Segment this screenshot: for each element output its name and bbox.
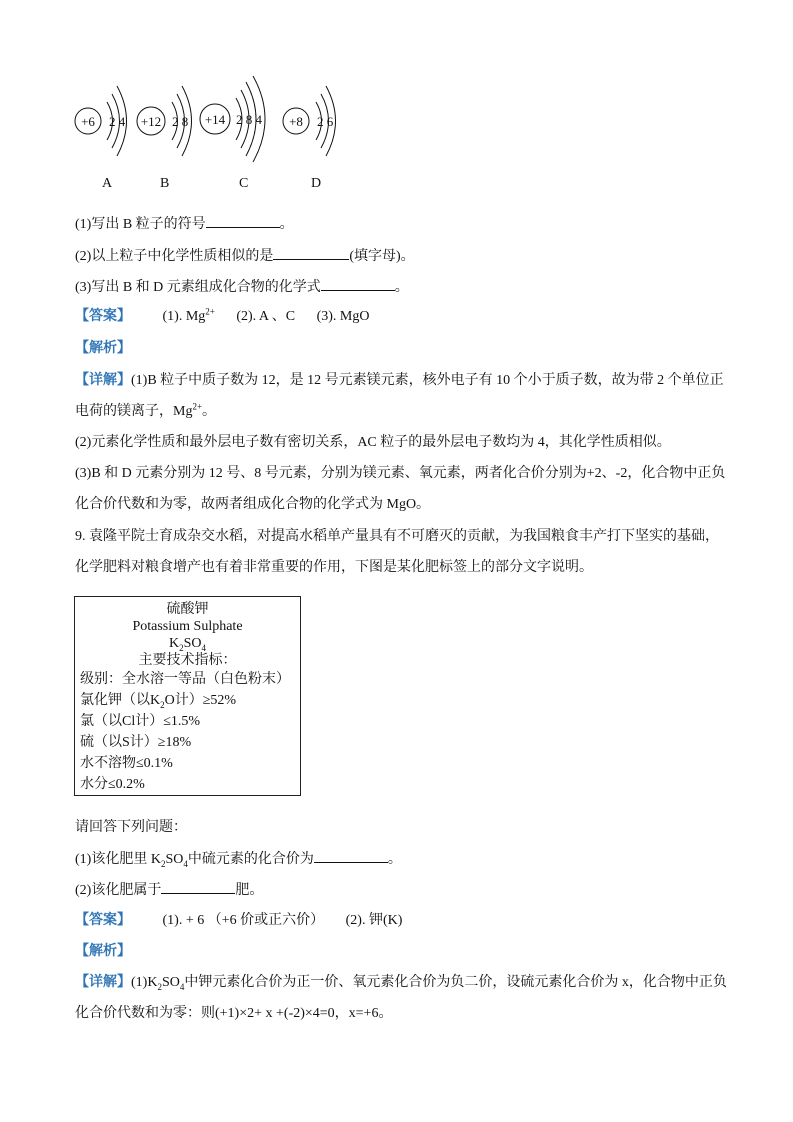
label-formula: $K_2SO_4$ [168,636,207,653]
answer-blank [206,213,280,228]
q8-answer [75,307,369,327]
answer-tag: 【答案】 [75,913,131,928]
atom-d-nucleus: +8 [289,114,303,129]
answer-blank [321,276,395,291]
atom-a-electrons: 2 4 [109,114,126,129]
label-grade: 级别：全水溶一等品（白色粉末） [80,672,290,687]
atom-diagrams [60,70,360,170]
q8-detail-2: (2)元素化学性质和最外层电子数有密切关系，AC 粒子的最外层电子数均为 4，其化学性质相似。 [75,435,671,450]
q9-sub2: (2)该化肥属于 肥。 [75,879,263,901]
atom-a-nucleus: +6 [81,114,95,129]
answer-tag: 【答案】 [75,309,131,324]
label-k2o: 氯化钾（以$K_2O$计）≥52% [80,693,237,710]
label-insoluble: 水不溶物≤0.1% [80,756,173,771]
atom-d-electrons: 2 6 [317,114,334,129]
answer-blank [161,879,235,894]
q9-detail-1: 【详解】$(1)K_2SO_4$中钾元素化合价为正一价、氧元素化合价为负二价，设硫元素化合价为 x，化合物中正负 [75,975,727,992]
q8-answer-2: (2). A 、C [236,309,296,324]
q8-sub2: (2)以上粒子中化学性质相似的是 (填字母)。 [75,245,415,267]
q8-detail-1: 【详解】(1)B 粒子中质子数为 12，是 12 号元素镁元素，核外电子有 10 个小于质子数，故为带 2 个单位正 [75,373,724,388]
atom-d-letter: D [311,176,322,191]
q8-sub1: (1)写出 B 粒子的符号 。 [75,213,294,235]
atom-c-nucleus: +14 [204,112,226,127]
atom-b-nucleus: +12 [140,114,162,129]
atom-c-letter: C [239,176,249,191]
atom-b-letter: B [160,176,170,191]
q9-answer [75,911,402,931]
q9-prompt: 请回答下列问题： [75,820,187,835]
label-water: 水分≤0.2% [80,777,145,792]
q8-detail-3b: 化合价代数和为零，故两者组成化合物的化学式为 MgO。 [75,497,431,512]
q9-sub1: (1)该化肥里 $K_2SO_4$中硫元素的化合价为 。 [75,848,402,870]
q8-analysis-tag: 【解析】 [75,341,131,356]
q9-detail-2: 化合价代数和为零：则(+1)×2+ x +(-2)×4=0，x=+6。 [75,1006,393,1021]
fertilizer-label [74,596,301,796]
q8-sub3: (3)写出 B 和 D 元素组成化合物的化学式 。 [75,276,409,298]
label-name-cn: 硫酸钾 [166,602,209,617]
label-chlorine: 氯（以Cl计）≤1.5% [80,714,201,729]
q9-answer-2: (2). 钾(K) [345,913,403,928]
q9-answer-1: (1). + 6 （+6 价或正六价） [162,913,325,928]
answer-blank [273,245,349,260]
atom-c-electrons: 2 8 4 [236,112,262,127]
q8-answer-3: (3). MgO [316,309,370,324]
detail-tag: 【详解】 [75,373,131,388]
q9-intro-1: 9. 袁隆平院士育成杂交水稻，对提高水稻单产量具有不可磨灭的贡献，为我国粮食丰产打下坚实的基础， [75,529,719,544]
atom-a-letter: A [102,176,113,191]
q9-analysis-tag: 【解析】 [75,944,131,959]
label-sulfur: 硫（以S计）≥18% [80,735,192,750]
q8-detail-3a: (3)B 和 D 元素分别为 12 号、8 号元素，分别为镁元素、氧元素，两者化合价分别为+2、-2，化合物中正负 [75,466,726,481]
label-spec-title: 主要技术指标： [138,653,237,668]
q8-detail-1b: 电荷的镁离子，$Mg^{2+}$。 [75,401,217,419]
label-name-en: Potassium Sulphate [132,619,243,634]
atom-b-electrons: 2 8 [172,114,189,129]
detail-tag: 【详解】 [75,975,131,990]
q9-intro-2: 化学肥料对粮食增产也有着非常重要的作用，下图是某化肥标签上的部分文字说明。 [75,560,593,575]
answer-blank [314,848,388,863]
q8-answer-1: (1). $Mg^{2+}$ [162,306,215,324]
